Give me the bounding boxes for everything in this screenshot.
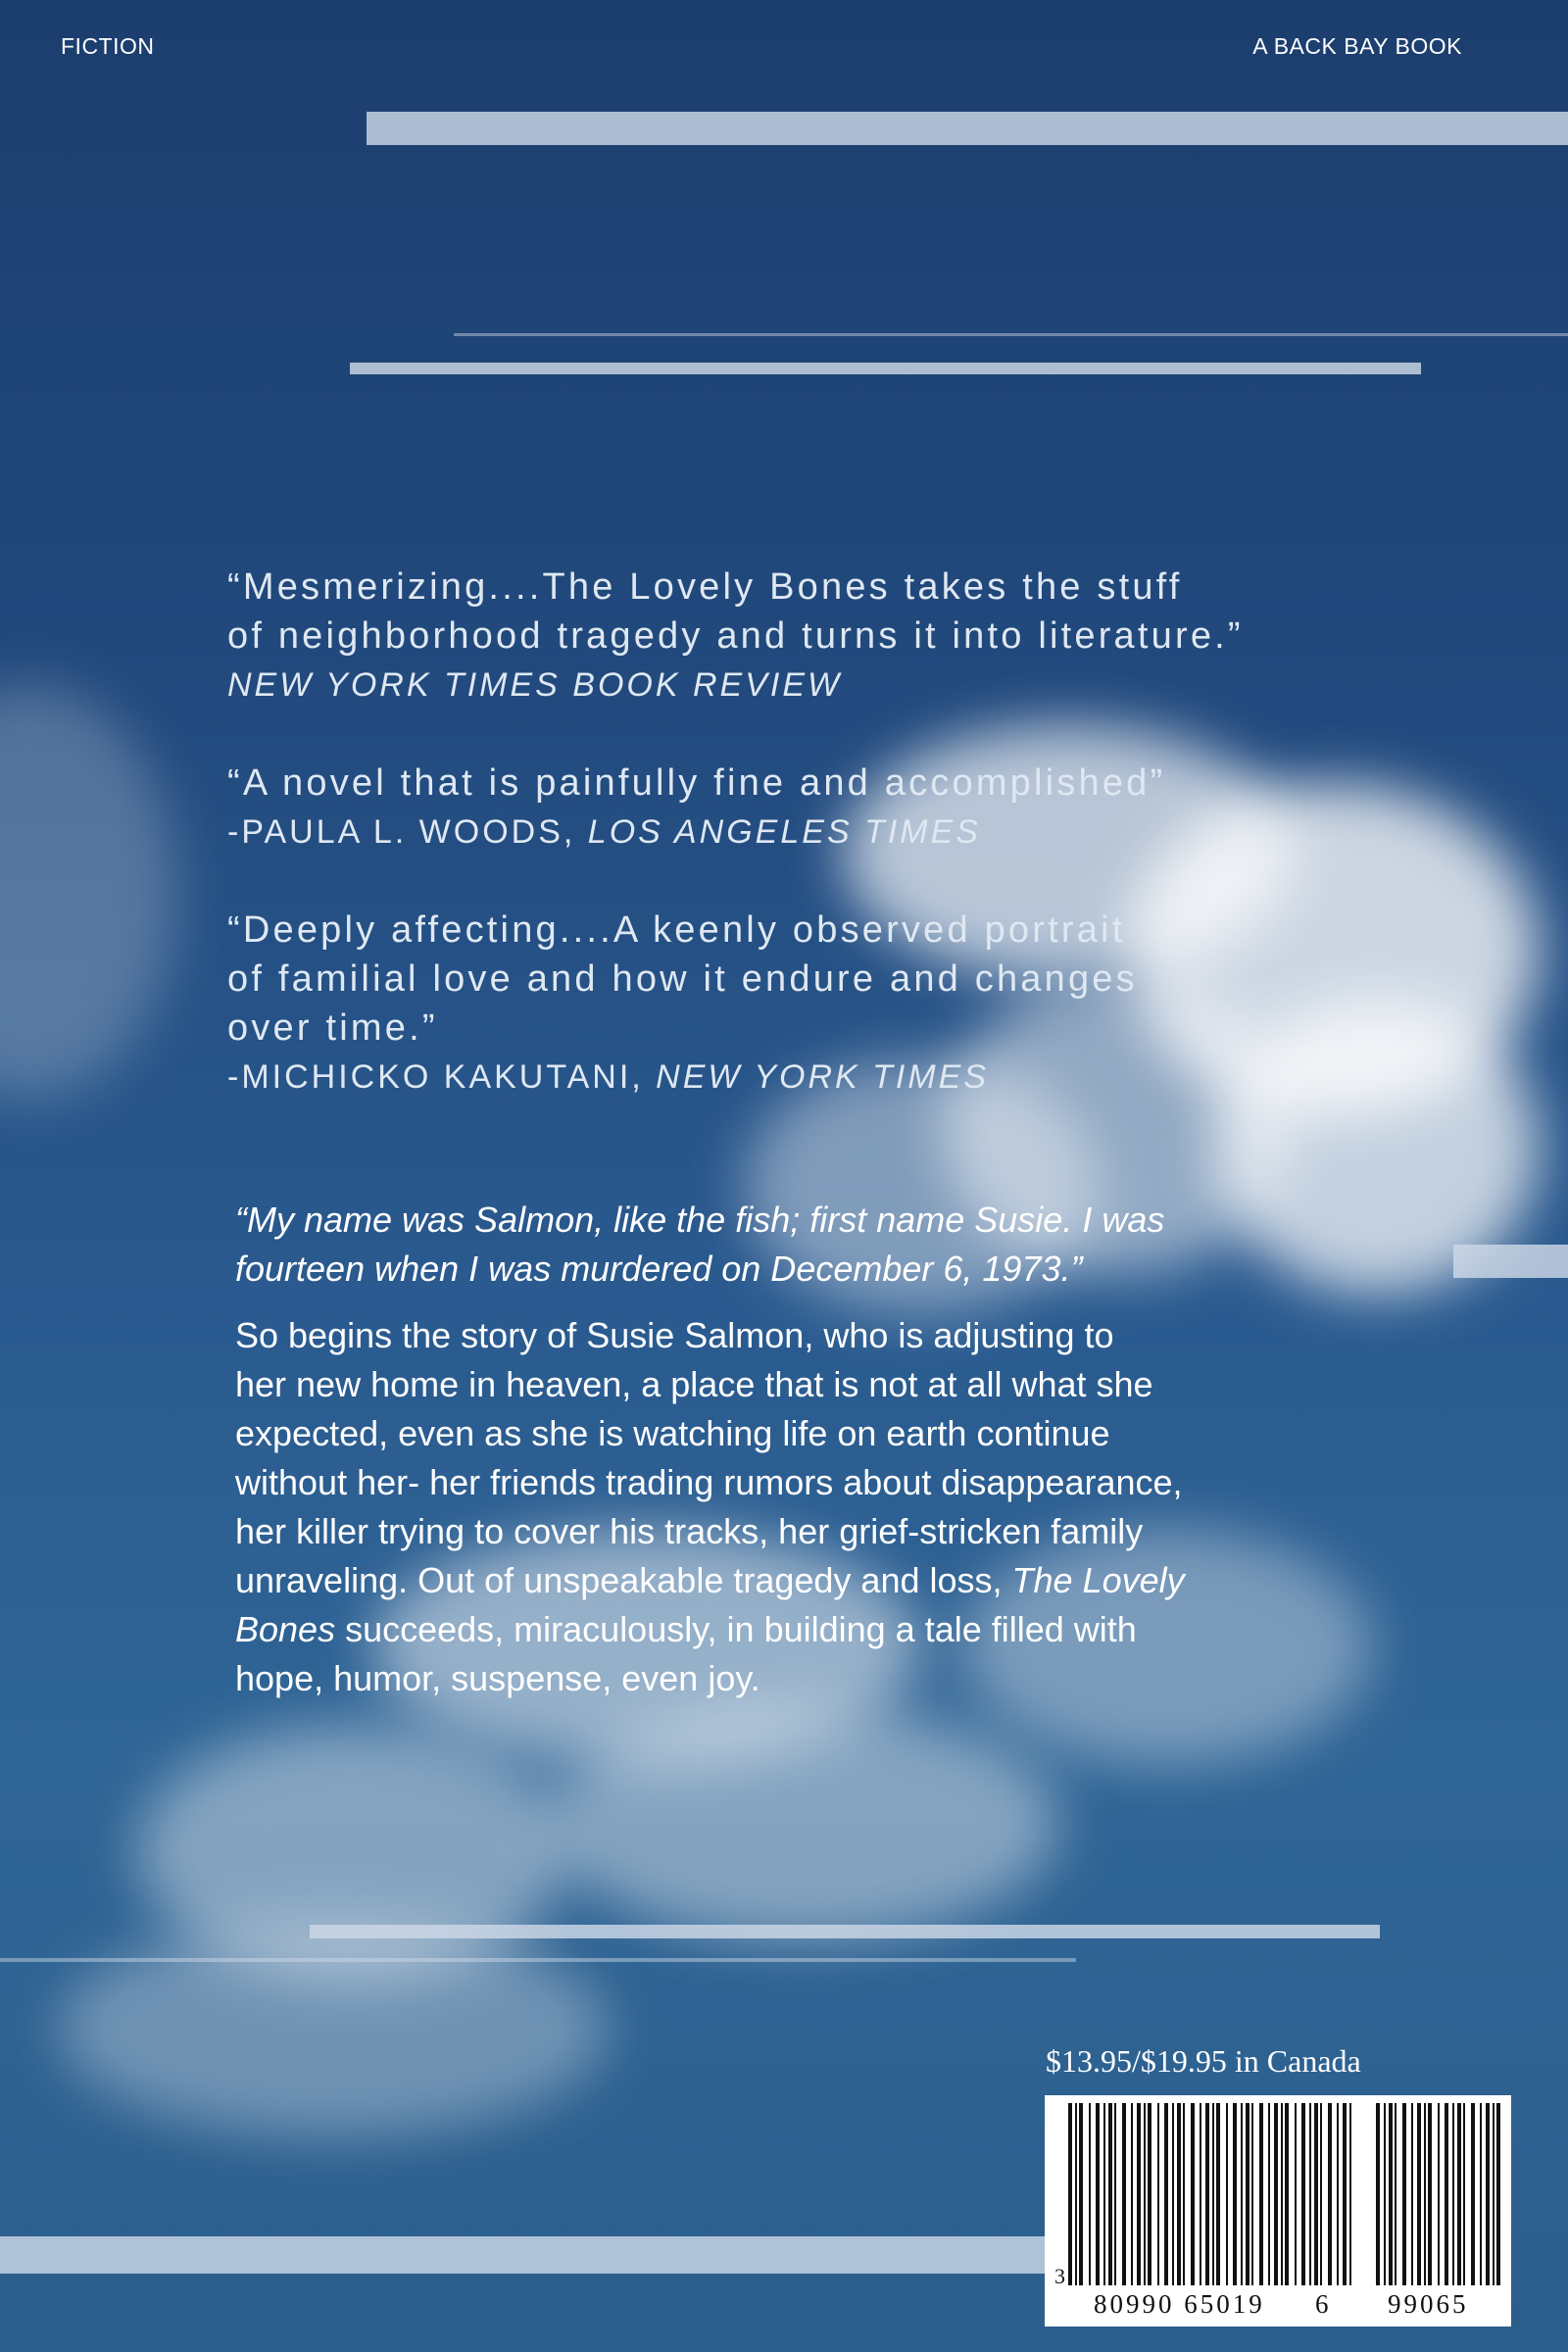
publisher-label: A BACK BAY BOOK [1252, 33, 1462, 59]
summary-line [235, 1605, 1411, 1654]
decorative-stripe [350, 363, 1421, 374]
review-source [227, 1053, 1501, 1102]
decorative-stripe [367, 112, 1568, 145]
quote-line: “A novel that is painfully fine and accomplished” [227, 762, 1166, 804]
review-source [227, 808, 1501, 857]
source-publication: NEW YORK TIMES [656, 1058, 990, 1096]
decorative-stripe [310, 1925, 1380, 1938]
summary-line: without her- her friends trading rumors about disappearance, [235, 1462, 1183, 1502]
barcode-lead-digit: 3 [1054, 2264, 1068, 2288]
opening-quote-line: “My name was Salmon, like the fish; first name Susie. I was [235, 1200, 1165, 1240]
review-source [227, 661, 1501, 710]
barcode-add-on: 99065 [1388, 2289, 1469, 2319]
book-summary [235, 1196, 1411, 1703]
source-prefix: -PAULA L. WOODS, [227, 813, 588, 851]
quote-line: of neighborhood tragedy and turns it into literature.” [227, 615, 1244, 657]
quote-line: “Deeply affecting....A keenly observed portrait [227, 909, 1126, 951]
barcode-check-digit: 6 [1315, 2289, 1332, 2319]
barcode-number: 80990 65019 [1094, 2289, 1265, 2319]
category-label: FICTION [61, 33, 155, 59]
review-quotes [227, 563, 1501, 1151]
quote-line: “Mesmerizing....The Lovely Bones takes the stuff [227, 566, 1183, 608]
summary-line: expected, even as she is watching life on earth continue [235, 1413, 1110, 1453]
summary-line: So begins the story of Susie Salmon, who is adjusting to [235, 1315, 1114, 1355]
barcode [1045, 2095, 1511, 2327]
opening-quote [235, 1196, 1411, 1294]
quote-line: over time.” [227, 1007, 438, 1049]
review-quote [227, 906, 1501, 1102]
decorative-stripe [1453, 1245, 1568, 1278]
review-quote [227, 759, 1501, 857]
decorative-line [0, 1958, 1076, 1962]
summary-line [235, 1556, 1411, 1605]
summary-text: unraveling. Out of unspeakable tragedy and loss, [235, 1560, 1012, 1600]
source-publication: NEW YORK TIMES BOOK REVIEW [227, 666, 843, 704]
book-title: The Lovely [1011, 1560, 1185, 1600]
review-quote [227, 563, 1501, 710]
source-publication: LOS ANGELES TIMES [587, 813, 981, 851]
summary-line: her new home in heaven, a place that is not at all what she [235, 1364, 1153, 1404]
quote-line: of familial love and how it endure and changes [227, 958, 1138, 1000]
summary-line: hope, humor, suspense, even joy. [235, 1658, 760, 1698]
summary-line: her killer trying to cover his tracks, her grief-stricken family [235, 1511, 1144, 1551]
decorative-line [454, 333, 1568, 336]
source-prefix: -MICHICKO KAKUTANI, [227, 1058, 657, 1096]
opening-quote-line: fourteen when I was murdered on December 6, 1973.” [235, 1249, 1083, 1289]
book-title: Bones [235, 1609, 336, 1649]
price-label: $13.95/$19.95 in Canada [1046, 2043, 1361, 2079]
decorative-stripe [0, 2236, 1045, 2274]
summary-text: succeeds, miraculously, in building a tale filled with [335, 1609, 1137, 1649]
